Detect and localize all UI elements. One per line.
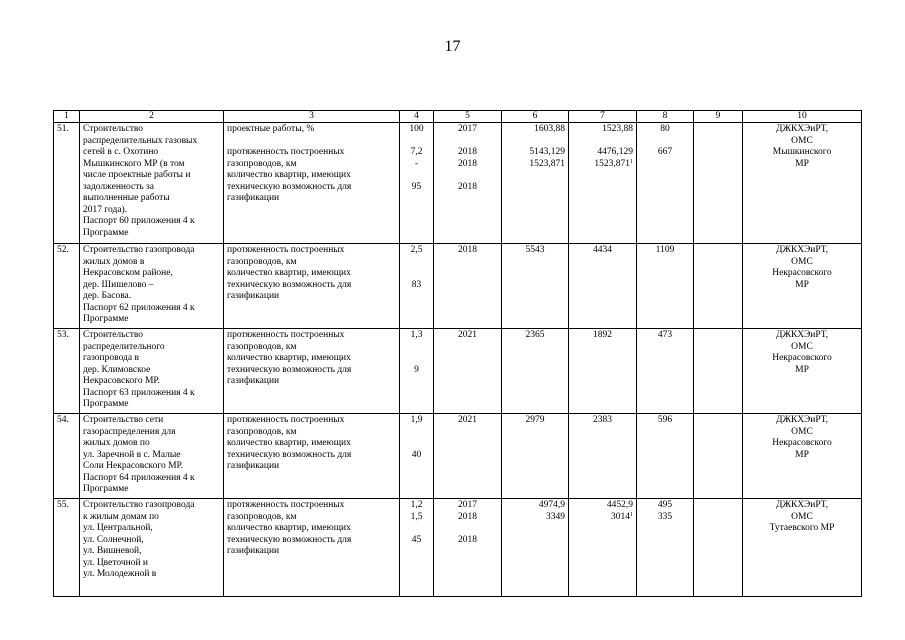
col-number-9: 9: [694, 111, 743, 123]
indicators: [224, 414, 400, 499]
other-sources: [694, 414, 743, 499]
object-name: Строительство газопровода к жилым домам по ул. Центральной, ул. Солнечной, ул. Вишневой, ул. Цветочной и ул. Молодежной в: [80, 499, 224, 597]
regional-budget: 4434: [569, 244, 637, 329]
years: 2017 2018 2018 2018: [434, 123, 502, 244]
indicator-pipeline-length: протяженность построенных газопроводов, км: [227, 330, 345, 352]
col-number-10: 10: [743, 111, 862, 123]
object-name: Строительство распределительных газовых сетей в с. Охотино Мышкинского МР (в том числе проектные работы и задолженность за выполненные работы 2017 года). Паспорт 60 приложения 4 к Программе: [80, 123, 224, 244]
table-row: [54, 414, 862, 499]
indicators: [224, 499, 400, 597]
column-number-row: [54, 111, 862, 123]
local-budget: 1109: [637, 244, 694, 329]
total-amount: 5543: [502, 244, 569, 329]
col-number-8: 8: [637, 111, 694, 123]
table-row: [54, 329, 862, 414]
indicator-values: 2,5 83: [400, 244, 434, 329]
table-row: [54, 244, 862, 329]
responsible: ДЖКХЭиРТ, ОМС Мышкинского МР: [743, 123, 862, 244]
row-number: 53.: [54, 329, 80, 414]
col-number-5: 5: [434, 111, 502, 123]
indicator-apartments: количество квартир, имеющих техническую возможность для газификации: [227, 353, 352, 386]
local-budget: 80 667: [637, 123, 694, 244]
regional-budget: 4452,9 3014$^1$: [569, 499, 637, 597]
indicator-pipeline-length: протяженность построенных газопроводов, км: [227, 245, 345, 267]
footnote-mark: 1: [630, 511, 633, 518]
other-sources: [694, 499, 743, 597]
regional-budget: 1523,88 4476,129 1523,871$^1$: [569, 123, 637, 244]
years: 2018: [434, 244, 502, 329]
total-amount: 2979: [502, 414, 569, 499]
other-sources: [694, 244, 743, 329]
indicator-values: 1,2 1,5 45: [400, 499, 434, 597]
indicator-apartments: количество квартир, имеющих техническую возможность для газификации: [227, 268, 352, 301]
indicator-pipeline-length: протяженность построенных газопроводов, км: [227, 500, 345, 522]
object-name: Строительство газопровода жилых домов в Некрасовском районе, дер. Шишелово – дер. Басова. Паспорт 62 приложения 4 к Программе: [80, 244, 224, 329]
object-name: Строительство сети газораспределения для жилых домов по ул. Заречной в с. Малые Соли Некрасовского МР. Паспорт 64 приложения 4 к Программе: [80, 414, 224, 499]
indicator-design-works: проектные работы, %: [227, 124, 315, 134]
total-amount: 2365: [502, 329, 569, 414]
indicator-apartments: количество квартир, имеющих техническую возможность для газификации: [227, 438, 352, 471]
years: 2021: [434, 414, 502, 499]
row-number: 55.: [54, 499, 80, 597]
indicator-pipeline-length: протяженность построенных газопроводов, км: [227, 415, 345, 437]
row-number: 52.: [54, 244, 80, 329]
row-number: 51.: [54, 123, 80, 244]
indicator-apartments: количество квартир, имеющих техническую возможность для газификации: [227, 170, 352, 203]
col-number-1: 1: [54, 111, 80, 123]
table-row: [54, 123, 862, 244]
table-row: [54, 499, 862, 597]
total-amount: 4974,9 3349: [502, 499, 569, 597]
responsible: ДЖКХЭиРТ, ОМС Тутаевского МР: [743, 499, 862, 597]
responsible: ДЖКХЭиРТ, ОМС Некрасовского МР: [743, 244, 862, 329]
page-number: 17: [444, 38, 461, 55]
indicator-values: 100 7,2 - 95: [400, 123, 434, 244]
row-number: 54.: [54, 414, 80, 499]
responsible: ДЖКХЭиРТ, ОМС Некрасовского МР: [743, 329, 862, 414]
years: 2021: [434, 329, 502, 414]
total-amount: 1603,88 5143,129 1523,871: [502, 123, 569, 244]
indicator-values: 1,9 40: [400, 414, 434, 499]
footnote-mark: 1: [630, 158, 633, 165]
program-table: [53, 110, 862, 597]
col-number-7: 7: [569, 111, 637, 123]
col-number-4: 4: [400, 111, 434, 123]
indicators: [224, 329, 400, 414]
years: 2017 2018 2018: [434, 499, 502, 597]
col-number-3: 3: [224, 111, 400, 123]
indicator-pipeline-length: протяженность построенных газопроводов, км: [227, 147, 345, 169]
indicators: [224, 244, 400, 329]
other-sources: [694, 123, 743, 244]
object-name: Строительство распределительного газопровода в дер. Климовское Некрасовского МР. Паспорт 63 приложения 4 к Программе: [80, 329, 224, 414]
regional-budget: 1892: [569, 329, 637, 414]
indicator-apartments: количество квартир, имеющих техническую возможность для газификации: [227, 523, 352, 556]
local-budget: 473: [637, 329, 694, 414]
indicator-values: 1,3 9: [400, 329, 434, 414]
other-sources: [694, 329, 743, 414]
col-number-2: 2: [80, 111, 224, 123]
regional-budget: 2383: [569, 414, 637, 499]
col-number-6: 6: [502, 111, 569, 123]
local-budget: 596: [637, 414, 694, 499]
local-budget: 495 335: [637, 499, 694, 597]
indicators: [224, 123, 400, 244]
responsible: ДЖКХЭиРТ, ОМС Некрасовского МР: [743, 414, 862, 499]
